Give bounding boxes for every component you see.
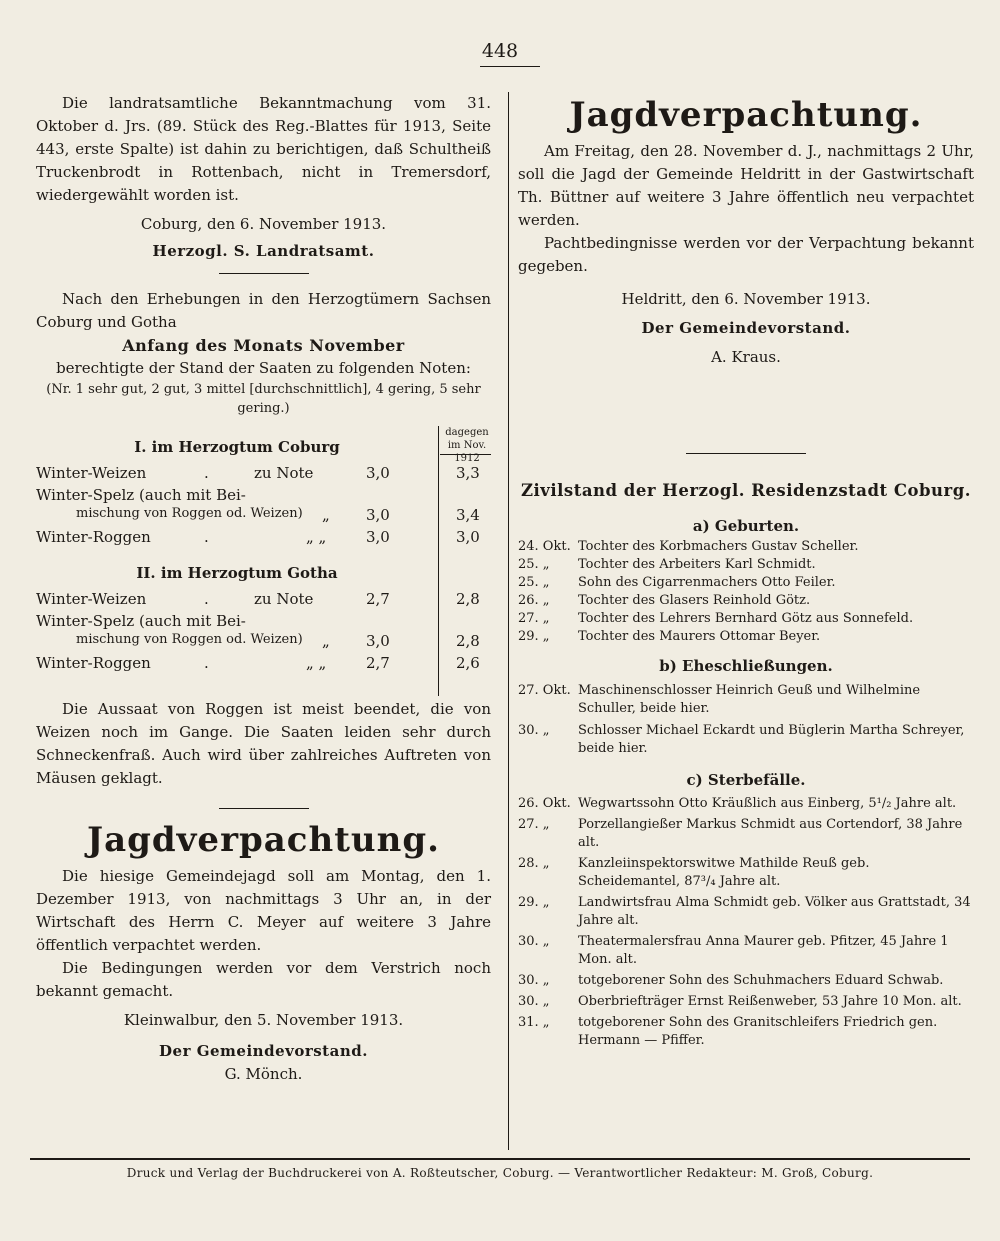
notice-place-date-heldritt: Heldritt, den 6. November 1913. (621, 290, 871, 308)
notice-signature-kleinwalbur: Der Gemeindevorstand. (159, 1042, 368, 1060)
section-title-coburg: I. im Herzogtum Coburg (134, 438, 340, 456)
crop-name: Winter-Spelz (auch mit Bei- (36, 612, 246, 630)
entry-date: 25. „ (518, 575, 550, 590)
crop-dot: . (204, 528, 209, 546)
notice-name-kleinwalbur: G. Mönch. (224, 1065, 303, 1083)
list-item (518, 628, 974, 646)
list-item (518, 556, 974, 574)
crop-grade-prev: 2,8 (456, 632, 480, 650)
list-item (518, 795, 974, 813)
entry-text: Porzellangießer Markus Schmidt aus Cortendorf, 38 Jahre alt. (578, 817, 963, 850)
crop-grades-table (36, 426, 491, 696)
compare-column-header: dagegen im Nov. 1912 (445, 427, 489, 464)
entry-date: 28. „ (518, 856, 550, 871)
crop-unit: zu Note (254, 464, 314, 482)
entry-text: Sohn des Cigarrenmachers Otto Feiler. (578, 575, 836, 590)
notice-signature-heldritt: Der Gemeindevorstand. (641, 319, 851, 337)
crop-name: Winter-Roggen (36, 654, 151, 672)
crop-name-sub: mischung von Roggen od. Weizen) (76, 506, 303, 521)
list-item (518, 682, 974, 718)
notice-conditions-kleinwalbur: Die Bedingungen werden vor dem Verstrich noch bekannt gemacht. (36, 959, 491, 1000)
crop-grade: 3,0 (366, 506, 390, 524)
crop-grade: 3,0 (366, 632, 390, 650)
births-heading: a) Geburten. (692, 517, 800, 535)
crop-grade: 2,7 (366, 590, 390, 608)
crop-grade: 2,7 (366, 654, 390, 672)
crop-grade: 3,0 (366, 464, 390, 482)
crop-dot: . (204, 464, 209, 482)
list-item (518, 722, 974, 758)
crop-name: Winter-Weizen (36, 590, 147, 608)
entry-date: 30. „ (518, 994, 550, 1009)
notice-text-heldritt: Am Freitag, den 28. November d. J., nachmittags 2 Uhr, soll die Jagd der Gemeinde Heldritt in der Gastwirtschaft Th. Büttner auf weitere 3 Jahre öffentlich neu verpachtet werden. (518, 142, 974, 229)
births-list (518, 538, 974, 646)
entry-date: 30. „ (518, 723, 550, 738)
entry-date: 27. Okt. (518, 683, 571, 698)
entry-date: 26. „ (518, 593, 550, 608)
footer-rule (30, 1158, 970, 1160)
entry-text: totgeborener Sohn des Schuhmachers Eduard Schwab. (578, 973, 944, 988)
header-rule (440, 454, 491, 455)
list-item (518, 933, 974, 969)
crop-report-heading: Anfang des Monats November (122, 336, 405, 355)
crop-grade-prev: 2,6 (456, 654, 480, 672)
registry-title: Zivilstand der Herzogl. Residenzstadt Coburg. (520, 481, 972, 500)
notice-title-heldritt: Jagdverpachtung. (569, 95, 923, 135)
entry-text: Theatermalersfrau Anna Maurer geb. Pfitzer, 45 Jahre 1 Mon. alt. (578, 934, 949, 967)
section-divider (219, 273, 309, 274)
crop-grade-prev: 3,4 (456, 506, 480, 524)
entry-text: Wegwartssohn Otto Kräußlich aus Einberg, 5¹/₂ Jahre alt. (578, 796, 957, 811)
correction-signature: Herzogl. S. Landratsamt. (152, 242, 375, 260)
crop-name: Winter-Roggen (36, 528, 151, 546)
section-divider (686, 453, 806, 454)
entry-text: Landwirtsfrau Alma Schmidt geb. Völker aus Grattstadt, 34 Jahre alt. (578, 895, 971, 928)
left-column (36, 92, 491, 1086)
list-item (518, 538, 974, 556)
entry-date: 29. „ (518, 629, 550, 644)
page-number: 448 (481, 40, 519, 62)
deaths-list (518, 795, 974, 1050)
crop-unit: „ „ (306, 528, 327, 546)
entry-text: totgeborener Sohn des Granitschleifers Friedrich gen. Hermann — Pfiffer. (578, 1015, 938, 1048)
entry-text: Maschinenschlosser Heinrich Geuß und Wilhelmine Schuller, beide hier. (578, 683, 921, 716)
crop-report-scale: (Nr. 1 sehr gut, 2 gut, 3 mittel [durchschnittlich], 4 gering, 5 sehr gering.) (46, 382, 481, 416)
crop-grade: 3,0 (366, 528, 390, 546)
notice-name-heldritt: A. Kraus. (711, 348, 781, 366)
entry-text: Tochter des Lehrers Bernhard Götz aus Sonnefeld. (578, 611, 914, 626)
section-title-gotha: II. im Herzogtum Gotha (136, 564, 338, 582)
marriages-list (518, 682, 974, 758)
list-item (518, 894, 974, 930)
crop-unit: „ (322, 506, 330, 524)
entry-date: 27. „ (518, 817, 550, 832)
table-vertical-rule (438, 426, 439, 696)
notice-conditions-heldritt: Pachtbedingnisse werden vor der Verpachtung bekannt gegeben. (518, 234, 974, 275)
entry-date: 30. „ (518, 973, 550, 988)
entry-text: Tochter des Glasers Reinhold Götz. (578, 593, 811, 608)
crop-unit: „ (322, 632, 330, 650)
crop-unit: „ „ (306, 654, 327, 672)
crop-name: Winter-Weizen (36, 464, 147, 482)
right-column (518, 92, 974, 1050)
list-item (518, 610, 974, 628)
imprint: Druck und Verlag der Buchdruckerei von A. Roßteutscher, Coburg. — Verantwortlicher Redakteur: M. Groß, Coburg. (126, 1166, 874, 1180)
crop-grade-prev: 3,0 (456, 528, 480, 546)
entry-date: 27. „ (518, 611, 550, 626)
top-rule (480, 66, 540, 67)
list-item (518, 592, 974, 610)
crop-report-closing: Die Aussaat von Roggen ist meist beendet, die von Weizen noch im Gange. Die Saaten leiden sehr durch Schneckenfraß. Auch wird über zahlreiches Auftreten von Mäusen geklagt. (36, 700, 491, 787)
notice-place-date-kleinwalbur: Kleinwalbur, den 5. November 1913. (123, 1011, 404, 1029)
list-item (518, 816, 974, 852)
notice-text-kleinwalbur: Die hiesige Gemeindejagd soll am Montag, den 1. Dezember 1913, von nachmittags 3 Uhr an, in der Wirtschaft des Herrn C. Meyer auf weitere 3 Jahre öffentlich verpachtet werden. (36, 867, 491, 954)
correction-place-date: Coburg, den 6. November 1913. (140, 215, 387, 233)
entry-date: 25. „ (518, 557, 550, 572)
marriages-heading: b) Eheschließungen. (659, 657, 833, 675)
crop-report-intro: Nach den Erhebungen in den Herzogtümern Sachsen Coburg und Gotha (36, 290, 491, 331)
entry-text: Oberbriefträger Ernst Reißenweber, 53 Jahre 10 Mon. alt. (578, 994, 962, 1009)
entry-text: Tochter des Maurers Ottomar Beyer. (578, 629, 821, 644)
list-item (518, 855, 974, 891)
crop-name: Winter-Spelz (auch mit Bei- (36, 486, 246, 504)
entry-text: Kanzleiinspektorswitwe Mathilde Reuß geb. Scheidemantel, 87³/₄ Jahre alt. (578, 856, 870, 889)
crop-grade-prev: 3,3 (456, 464, 480, 482)
entry-text: Schlosser Michael Eckardt und Büglerin Martha Schreyer, beide hier. (578, 723, 965, 756)
crop-dot: . (204, 590, 209, 608)
crop-report-intro-2: berechtigte der Stand der Saaten zu folgenden Noten: (56, 359, 471, 377)
crop-name-sub: mischung von Roggen od. Weizen) (76, 632, 303, 647)
column-divider (508, 92, 509, 1150)
list-item (518, 1014, 974, 1050)
notice-title-kleinwalbur: Jagdverpachtung. (87, 820, 440, 860)
entry-date: 29. „ (518, 895, 550, 910)
crop-grade-prev: 2,8 (456, 590, 480, 608)
entry-date: 30. „ (518, 934, 550, 949)
list-item (518, 574, 974, 592)
entry-date: 24. Okt. (518, 539, 571, 554)
section-divider (219, 808, 309, 809)
entry-text: Tochter des Arbeiters Karl Schmidt. (578, 557, 816, 572)
entry-date: 26. Okt. (518, 796, 571, 811)
deaths-heading: c) Sterbefälle. (686, 771, 806, 789)
correction-notice-text: Die landratsamtliche Bekanntmachung vom 31. Oktober d. Jrs. (89. Stück des Reg.-Blattes für 1913, Seite 443, erste Spalte) ist dahin zu berichtigen, daß Schultheiß Truckenbrodt in Rottenbach, nicht in Tremersdorf, wiedergewählt worden ist. (36, 94, 491, 204)
entry-text: Tochter des Korbmachers Gustav Scheller. (578, 539, 859, 554)
list-item (518, 993, 974, 1011)
list-item (518, 972, 974, 990)
crop-dot: . (204, 654, 209, 672)
crop-unit: zu Note (254, 590, 314, 608)
entry-date: 31. „ (518, 1015, 550, 1030)
